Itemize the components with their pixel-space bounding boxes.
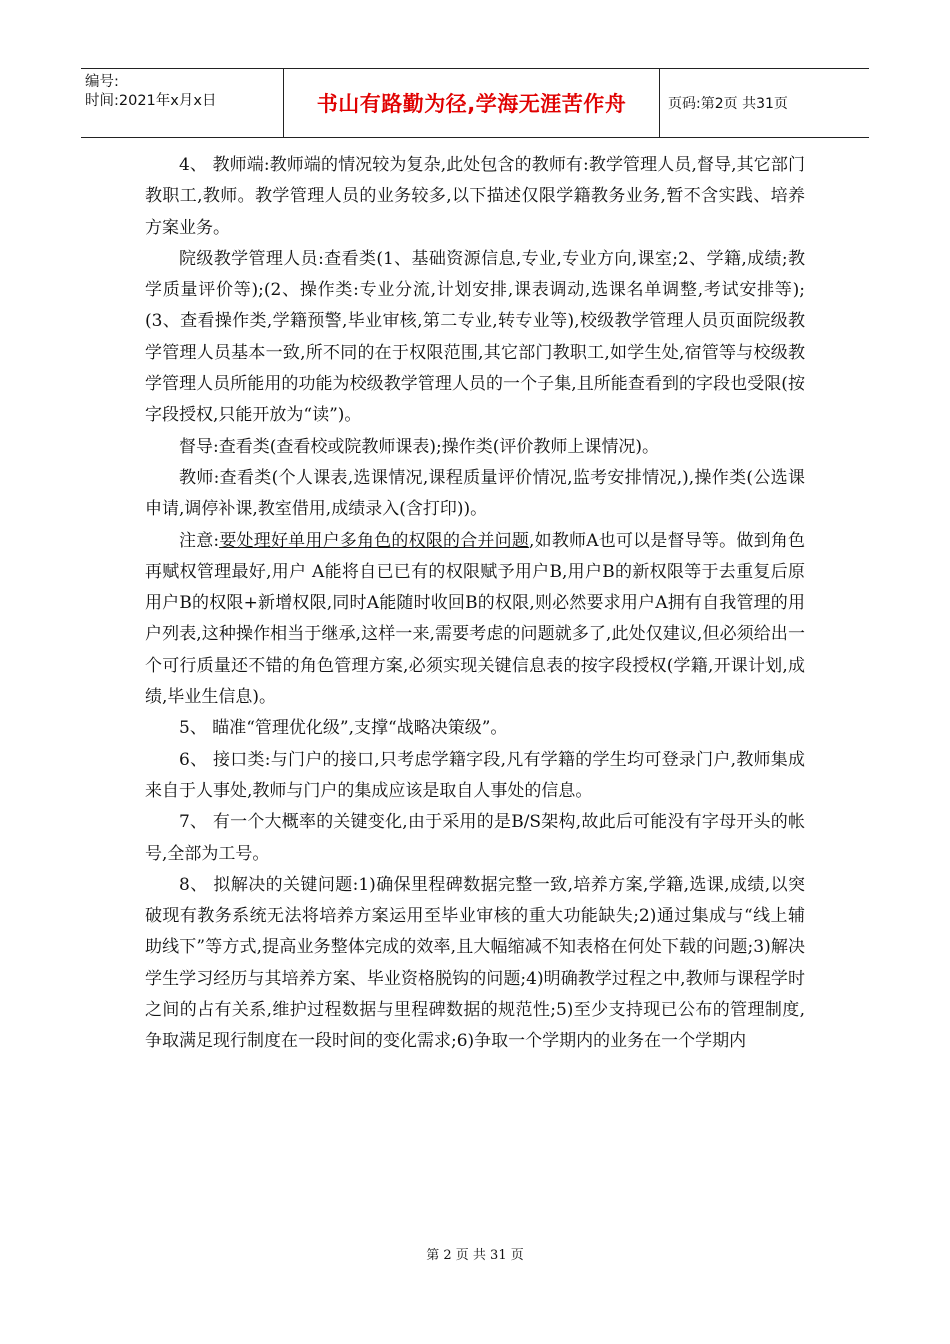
header-motto: 书山有路勤为径,学海无涯苦作舟 <box>284 69 660 137</box>
note-text: ,如教师A也可以是督导等。做到角色再赋权管理最好,用户 A能将自已已有的权限赋予用户B,用户B的新权限等于去重复后原用户B的权限+新增权限,同时A能随时收回B的权限,则必然要求用户A拥有自我管理的用户列表,这种操作相当于继承,这样一来,需要考虑的问题就多了,此处仅建议,但必须给出一个可行质量还不错的角色管理方案,必须实现关键信息表的按字段授权(学籍,开课计划,成绩,毕业生信息)。 <box>145 530 805 708</box>
paragraph-item-5: 5、 瞄准“管理优化级”,支撑“战略决策级”。 <box>179 718 508 739</box>
paragraph-teacher: 教师:查看类(个人课表,选课情况,课程质量评价情况,监考安排情况,),操作类(公选课申请,调停补课,教室借用,成绩录入(含打印))。 <box>145 467 805 520</box>
header-meta <box>81 69 284 137</box>
page-header <box>81 68 869 138</box>
paragraph-item-7: 7、 有一个大概率的关键变化,由于采用的是B/S架构,故此后可能没有字母开头的帐号,全部为工号。 <box>145 812 805 864</box>
document-number-label: 编号: <box>85 74 119 90</box>
header-page-number: 页码:第2页 共31页 <box>668 96 788 112</box>
paragraph-note <box>145 526 805 714</box>
note-label: 注意: <box>179 530 220 551</box>
paragraph-teacher-side: 4、 教师端:教师端的情况较为复杂,此处包含的教师有:教学管理人员,督导,其它部门教职工,教师。教学管理人员的业务较多,以下描述仅限学籍教务业务,暂不含实践、培养方案业务。 <box>145 155 805 238</box>
document-time-label: 时间:2021年x月x日 <box>85 93 217 109</box>
paragraph-item-6: 6、 接口类:与门户的接口,只考虑学籍字段,凡有学籍的学生均可登录门户,教师集成来自于人事处,教师与门户的集成应该是取自人事处的信息。 <box>145 749 805 801</box>
paragraph-supervisor: 督导:查看类(查看校或院教师课表);操作类(评价教师上课情况)。 <box>179 436 659 457</box>
paragraph-item-8: 8、 拟解决的关键问题:1)确保里程碑数据完整一致,培养方案,学籍,选课,成绩,以突破现有教务系统无法将培养方案运用至毕业审核的重大功能缺失;2)通过集成与“线上辅助线下”等方式,提高业务整体完成的效率,且大幅缩减不知表格在何处下载的问题;3)解决学生学习经历与其培养方案、毕业资格脱钩的问题;4)明确教学过程之中,教师与课程学时之间的占有关系,维护过程数据与里程碑数据的规范性;5)至少支持现已公布的管理制度,争取满足现行制度在一段时间的变化需求;6)争取一个学期内的业务在一个学期内 <box>145 874 805 1052</box>
note-underlined-text: 要处理好单用户多角色的权限的合并问题 <box>219 530 530 551</box>
page-footer: 第 2 页 共 31 页 <box>426 1248 524 1263</box>
paragraph-college-admin: 院级教学管理人员:查看类(1、基础资源信息,专业,专业方向,课室;2、学籍,成绩;教学质量评价等);(2、操作类:专业分流,计划安排,课表调动,选课名单调整,考试安排等);(3、查看操作类,学籍预警,毕业审核,第二专业,转专业等),校级教学管理人员页面院级教学管理人员基本一致,所不同的在于权限范围,其它部门教职工,如学生处,宿管等与校级教学管理人员所能用的功能为校级教学管理人员的一个子集,且所能查看到的字段也受限(按字段授权,只能开放为“读”)。 <box>145 248 805 426</box>
document-body <box>145 150 805 1058</box>
